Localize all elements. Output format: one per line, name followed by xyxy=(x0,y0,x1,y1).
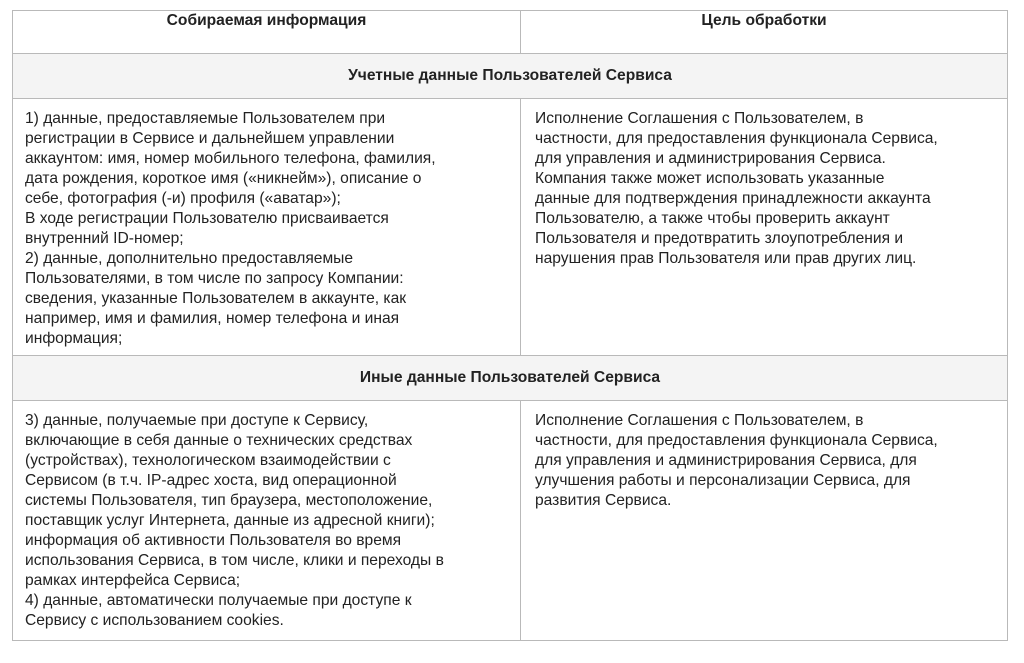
text-line: (устройствах), технологическом взаимодействии с xyxy=(25,452,391,469)
text-line: сведения, указанные Пользователем в аккаунте, как xyxy=(25,290,407,307)
text-line: данные для подтверждения принадлежности аккаунта xyxy=(535,190,931,207)
text-line: 3) данные, получаемые при доступе к Сервису, xyxy=(25,412,369,429)
data-processing-table xyxy=(12,10,1008,641)
text-line: Компания также может использовать указанные xyxy=(535,170,885,187)
collected-info-cell xyxy=(13,401,521,641)
text-line: себе, фотография (-и) профиля («аватар»); xyxy=(25,190,341,207)
section-title-accounts: Учетные данные Пользователей Сервиса xyxy=(13,54,1008,99)
text-line: 4) данные, автоматически получаемые при доступе к xyxy=(25,592,412,609)
table-row xyxy=(13,99,1008,356)
text-line: использования Сервиса, в том числе, клики и переходы в xyxy=(25,552,444,569)
text-line: системы Пользователя, тип браузера, местоположение, xyxy=(25,492,433,509)
processing-purpose-cell xyxy=(521,99,1008,356)
text-line: внутренний ID-номер; xyxy=(25,230,184,247)
text-line: Сервисом (в т.ч. IP-адрес хоста, вид операционной xyxy=(25,472,397,489)
text-line: например, имя и фамилия, номер телефона и иная xyxy=(25,310,400,327)
policy-table-wrapper xyxy=(12,10,1007,641)
section-row-accounts xyxy=(13,54,1008,99)
table-header-row xyxy=(13,11,1008,54)
text-line: нарушения прав Пользователя или прав других лиц. xyxy=(535,250,917,267)
text-line: Пользователями, в том числе по запросу Компании: xyxy=(25,270,404,287)
section-row-other xyxy=(13,356,1008,401)
text-line: для управления и администрирования Сервиса, для xyxy=(535,452,917,469)
text-line: частности, для предоставления функционала Сервиса, xyxy=(535,130,938,147)
header-processing-purpose: Цель обработки xyxy=(521,11,1008,54)
text-line: рамках интерфейса Сервиса; xyxy=(25,572,241,589)
text-line: 2) данные, дополнительно предоставляемые xyxy=(25,250,354,267)
text-line: дата рождения, короткое имя («никнейм»), описание о xyxy=(25,170,422,187)
collected-info-cell xyxy=(13,99,521,356)
text-line: Исполнение Соглашения с Пользователем, в xyxy=(535,412,864,429)
text-line: Исполнение Соглашения с Пользователем, в xyxy=(535,110,864,127)
text-line: развития Сервиса. xyxy=(535,492,672,509)
text-line: для управления и администрирования Сервиса. xyxy=(535,150,886,167)
text-line: Пользователя и предотвратить злоупотребления и xyxy=(535,230,904,247)
processing-purpose-cell xyxy=(521,401,1008,641)
text-line: Пользователю, а также чтобы проверить аккаунт xyxy=(535,210,890,227)
text-line: поставщик услуг Интернета, данные из адресной книги); xyxy=(25,512,435,529)
header-collected-info: Собираемая информация xyxy=(13,11,521,54)
text-line: улучшения работы и персонализации Сервиса, для xyxy=(535,472,911,489)
text-line: включающие в себя данные о технических средствах xyxy=(25,432,413,449)
text-line: Сервису с использованием cookies. xyxy=(25,612,284,629)
section-title-other: Иные данные Пользователей Сервиса xyxy=(13,356,1008,401)
table-row xyxy=(13,401,1008,641)
text-line: аккаунтом: имя, номер мобильного телефона, фамилия, xyxy=(25,150,436,167)
text-line: регистрации в Сервисе и дальнейшем управлении xyxy=(25,130,395,147)
text-line: частности, для предоставления функционала Сервиса, xyxy=(535,432,938,449)
text-line: информация; xyxy=(25,330,123,347)
text-line: 1) данные, предоставляемые Пользователем при xyxy=(25,110,386,127)
text-line: В ходе регистрации Пользователю присваивается xyxy=(25,210,389,227)
text-line: информация об активности Пользователя во время xyxy=(25,532,402,549)
